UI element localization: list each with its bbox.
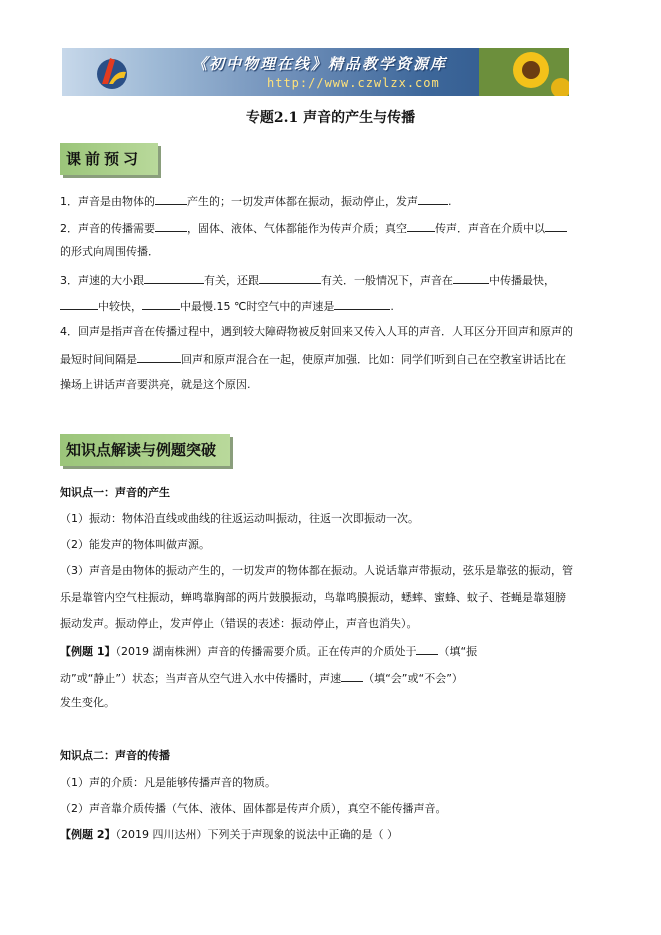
preview-question-4: 4．回声是指声音在传播过程中，遇到较大障碍物被反射回来又传入人耳的声音．人耳区分开回声和原声的 [60, 325, 573, 338]
banner-slogan: 《初中物理在线》精品教学资源库 [192, 55, 448, 73]
preview-question-1: 1．声音是由物体的 产生的；一切发声体都在振动，振动停止，发声 . [60, 195, 452, 208]
kp2-title: 知识点二：声音的传播 [60, 749, 170, 762]
kp1-line-2: （2）能发声的物体叫做声源。 [60, 538, 210, 551]
section-knowledge-heading: 知识点解读与例题突破 [60, 434, 230, 466]
preview-question-3: 3．声速的大小跟 有关，还跟 有关．一般情况下，声音在 中传播最快， [60, 274, 555, 287]
kp1-line-3: （3）声音是由物体的振动产生的，一切发声的物体都在振动。人说话靠声带振动，弦乐是靠弦的振动，管 [60, 564, 573, 577]
kp2-line-2: （2）声音靠介质传播（气体、液体、固体都是传声介质），真空不能传播声音。 [60, 802, 447, 815]
example-1-end: 发生变化。 [60, 696, 115, 709]
section-preview-heading: 课前预习 [60, 143, 158, 175]
document-title: 专题2.1 声音的产生与传播 [245, 110, 416, 126]
sunflower-icon [479, 48, 569, 96]
example-2: 【例题 2】（2019 四川达州）下列关于声现象的说法中正确的是（ ） [60, 828, 398, 841]
site-logo-icon [92, 52, 132, 92]
kp1-line-4: 乐是靠管内空气柱振动，蝉鸣靠胸部的两片鼓膜振动，鸟靠鸣膜振动，蟋蟀、蜜蜂、蚊子、苍蝇是靠翅膀 [60, 591, 566, 604]
kp1-title: 知识点一：声音的产生 [60, 486, 170, 499]
kp2-line-1: （1）声的介质：凡是能够传播声音的物质。 [60, 776, 276, 789]
example-1: 【例题 1】（2019 湖南株洲）声音的传播需要介质。正在传声的介质处于 （填“振 [60, 645, 478, 658]
preview-question-3-cont: 中较快， 中最慢.15 ℃时空气中的声速是 . [60, 298, 605, 314]
kp1-line-5: 振动发声。振动停止，发声停止（错误的表述：振动停止，声音也消失）。 [60, 617, 418, 630]
example-1-cont: 动”或“静止”）状态；当声音从空气进入水中传播时，声速 （填“会”或“不会”） [60, 672, 463, 685]
preview-question-2: 2．声音的传播需要 ，固体、液体、气体都能作为传声介质；真空 传声．声音在介质中以 [60, 220, 605, 236]
preview-question-4-cont: 最短时间间隔是 回声和原声混合在一起，使原声加强．比如：同学们听到自己在空教室讲话比在 [60, 353, 566, 366]
banner-url[interactable]: http://www.czwlzx.com [267, 76, 440, 90]
kp1-line-1: （1）振动：物体沿直线或曲线的往返运动叫振动，往返一次即振动一次。 [60, 512, 419, 525]
preview-question-2-cont: 的形式向周围传播． [60, 245, 159, 258]
preview-question-4-end: 操场上讲话声音要洪亮，就是这个原因. [60, 378, 251, 391]
header-banner [62, 48, 569, 96]
